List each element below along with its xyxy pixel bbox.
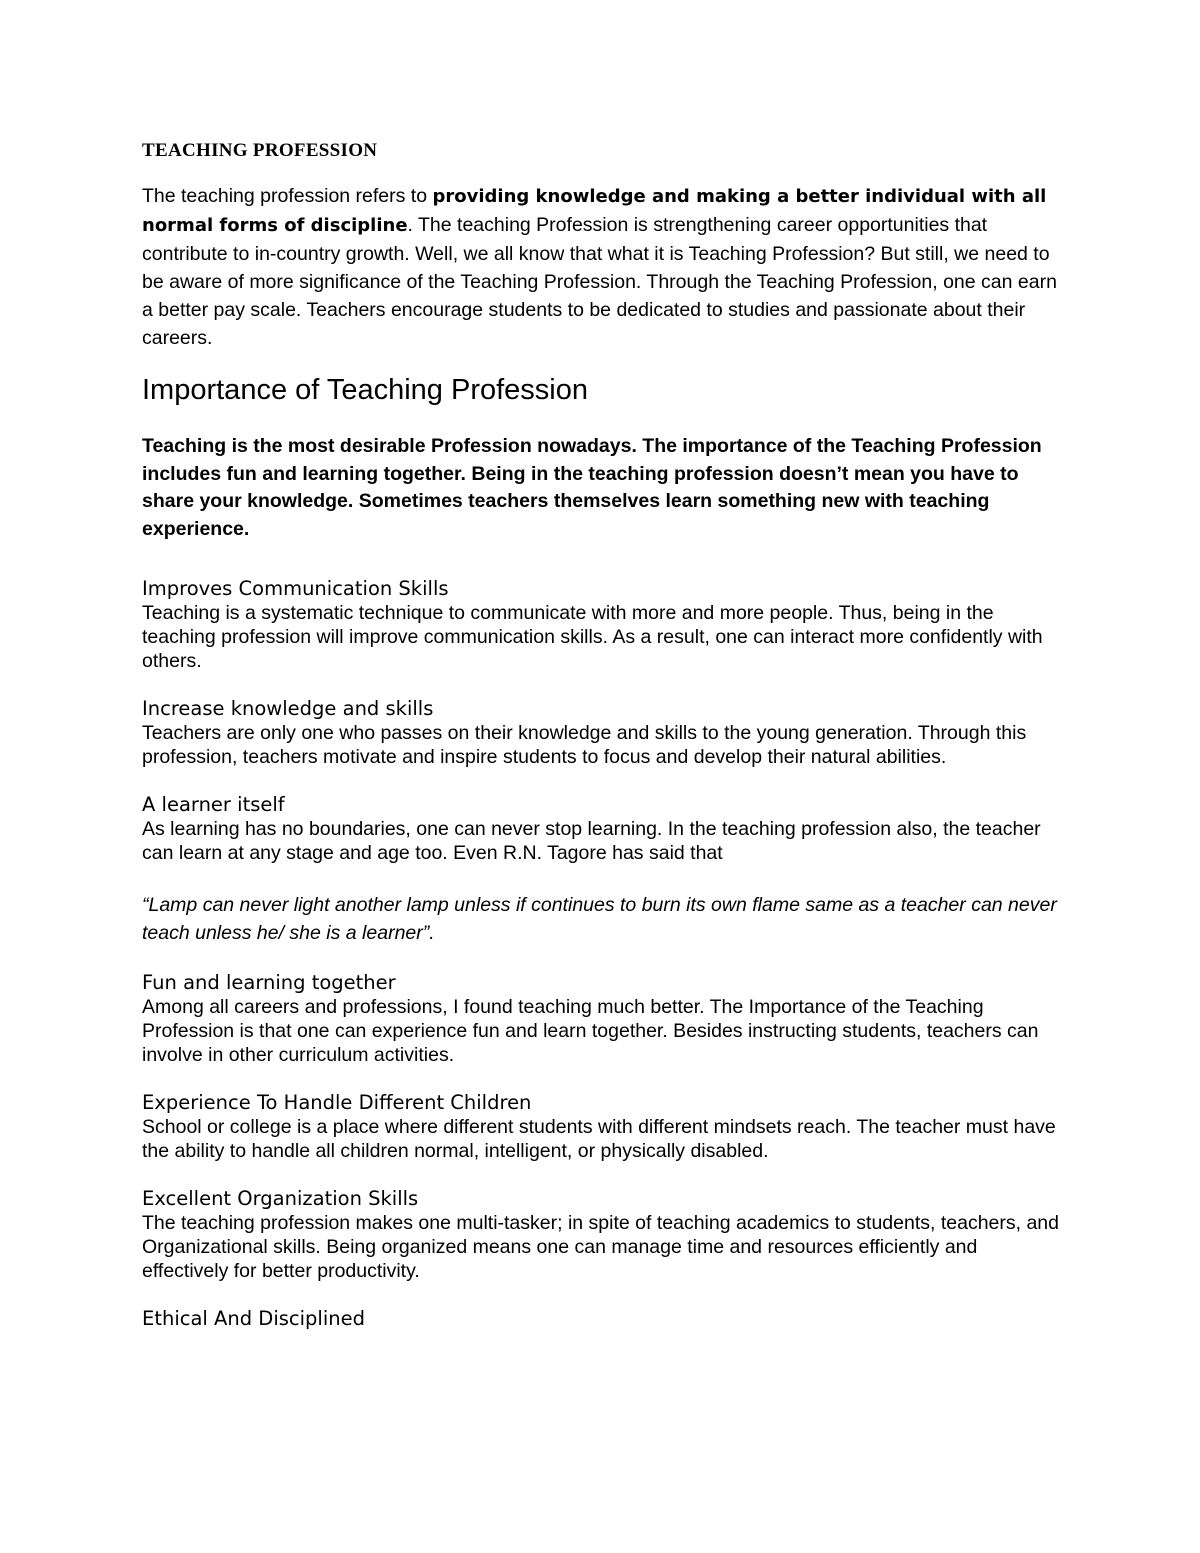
section-body: Among all careers and professions, I found teaching much better. The Importance of the Teaching Profession is that one can experience fun and learn together. Besides instructing students, teachers can involve in other curriculum activities.: [142, 996, 1039, 1066]
section-learner: [142, 793, 1062, 947]
intro-bold-text: providing knowledge and making a better individual with all normal forms of discipline: [142, 186, 1047, 236]
section-heading-importance: Importance of Teaching Profession: [142, 374, 589, 406]
section-body: As learning has no boundaries, one can never stop learning. In the teaching profession also, the teacher can learn at any stage and age too. Even R.N. Tagore has said that: [142, 818, 1041, 864]
section-communication: [142, 577, 1062, 673]
intro-lead-text: The teaching profession refers to: [142, 185, 433, 207]
tagore-quote: “Lamp can never light another lamp unless if continues to burn its own flame same as a teacher can never teach unless he/ she is a learner”.: [142, 894, 1057, 944]
section-ethical: [142, 1307, 1062, 1331]
subheading: Ethical And Disciplined: [142, 1307, 365, 1330]
intro-paragraph: [142, 182, 1062, 352]
document-title: TEACHING PROFESSION: [142, 140, 378, 161]
subheading: Fun and learning together: [142, 971, 396, 994]
document-page: [142, 140, 1062, 1355]
section-organization: [142, 1187, 1062, 1283]
section-body: Teaching is a systematic technique to communicate with more and more people. Thus, being in the teaching profession will improve communication skills. As a result, one can interact more confidently with others.: [142, 602, 1043, 672]
subheading: Experience To Handle Different Children: [142, 1091, 532, 1114]
section-handle-children: [142, 1091, 1062, 1163]
subheading: Excellent Organization Skills: [142, 1187, 419, 1210]
section-body: Teachers are only one who passes on their knowledge and skills to the young generation. Through this profession, teachers motivate and inspire students to focus and develop their natural abilities.: [142, 722, 1027, 768]
section-body: School or college is a place where different students with different mindsets reach. The teacher must have the ability to handle all children normal, intelligent, or physically disabled.: [142, 1116, 1056, 1162]
subheading: Improves Communication Skills: [142, 577, 449, 600]
intro-rest-text: . The teaching Profession is strengthening career opportunities that contribute to in-country growth. Well, we all know that what it is Teaching Profession? But still, we need to be aware of more significance of the Teaching Profession. Through the Teaching Profession, one can earn a better pay scale. Teachers encourage students to be dedicated to studies and passionate about their careers.: [142, 214, 1057, 349]
lead-paragraph: Teaching is the most desirable Profession nowadays. The importance of the Teaching Profession includes fun and learning together. Being in the teaching profession doesn’t mean you have to share your knowledge. Sometimes teachers themselves learn something new with teaching experience.: [142, 435, 1042, 540]
section-fun-learning: [142, 971, 1062, 1067]
section-body: The teaching profession makes one multi-tasker; in spite of teaching academics to students, teachers, and Organizational skills. Being organized means one can manage time and resources efficiently and effectively for better productivity.: [142, 1212, 1059, 1282]
subheading: A learner itself: [142, 793, 285, 816]
section-knowledge: [142, 697, 1062, 769]
subheading: Increase knowledge and skills: [142, 697, 434, 720]
